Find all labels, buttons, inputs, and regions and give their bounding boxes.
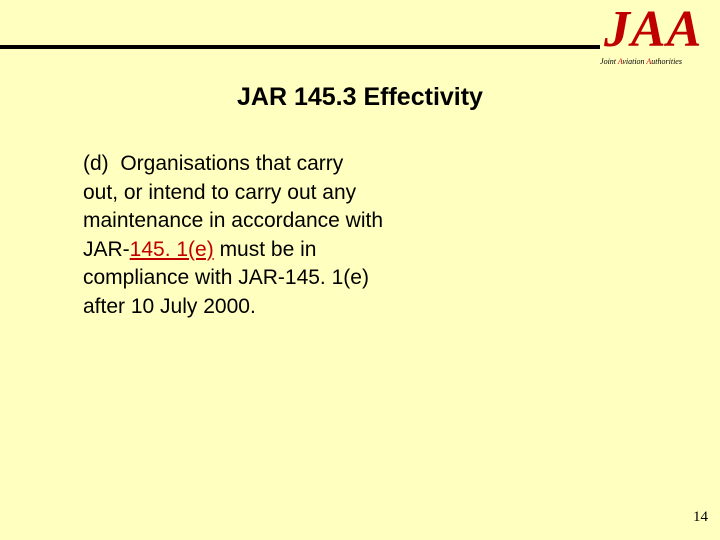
tagline-part: J [600,57,604,66]
logo-letters: JAA [604,1,703,58]
tagline-part: A [646,57,652,66]
slide-title: JAR 145.3 Effectivity [237,83,483,111]
tagline-part: uthorities [651,57,682,66]
tagline-part: oint [603,57,618,66]
tagline-part: A [617,57,623,66]
slide-body [83,150,383,321]
page-number: 14 [693,509,708,525]
tagline-part: viation [622,57,647,66]
body-text-after: must be in compliance with JAR-145. 1(e) after 10 July 2000. [83,237,369,318]
logo-tagline [600,57,682,66]
header-rule [0,45,600,49]
item-marker: (d) [83,152,109,175]
jaa-logo [600,2,718,68]
reference-link[interactable]: 145. 1(e) [129,237,214,261]
body-text-before: Organisations that carry out, or intend to carry out any maintenance in accordance with JAR- [83,152,384,261]
